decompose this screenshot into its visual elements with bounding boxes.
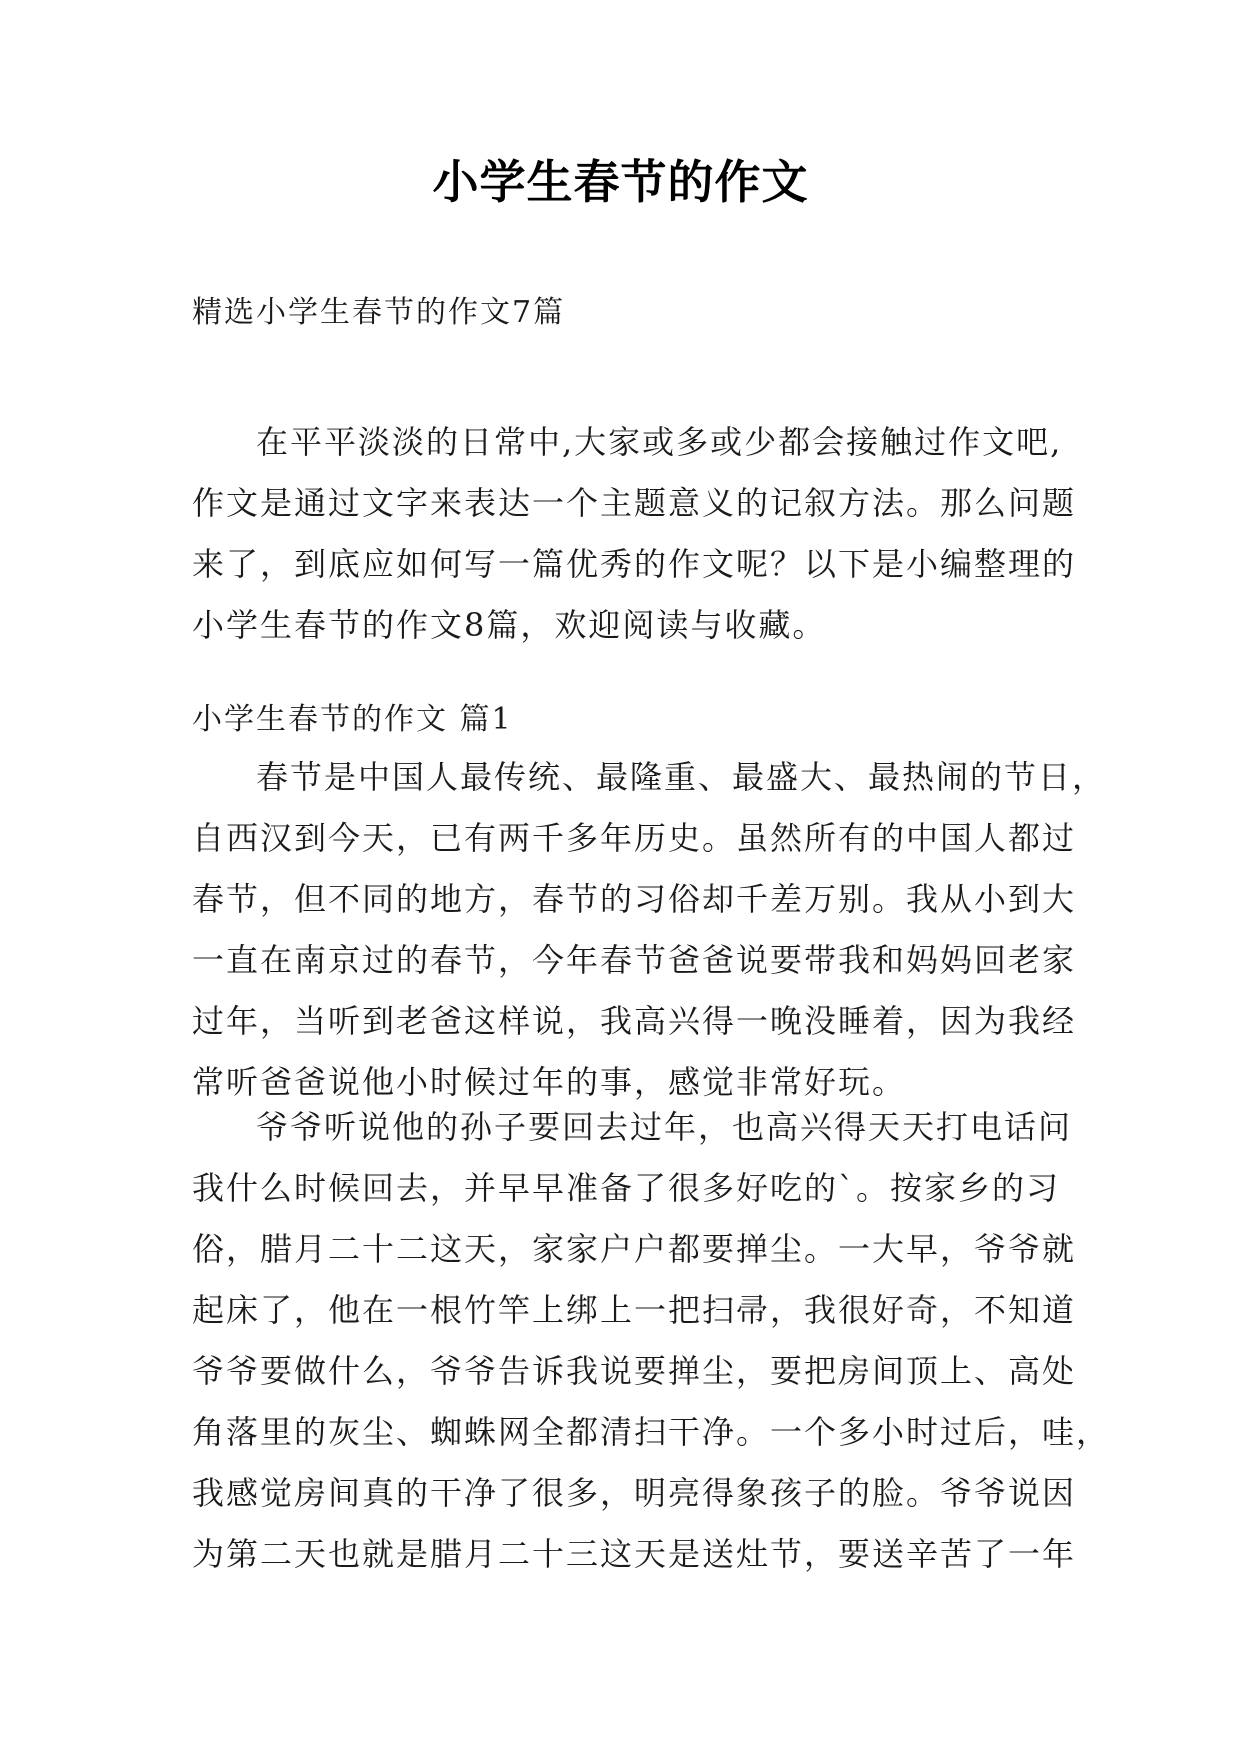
paragraph-line: 我什么时候回去，并早早准备了很多好吃的`。按家乡的习 xyxy=(192,1169,1061,1207)
essay-paragraph-1 xyxy=(192,747,1107,1113)
essay-paragraph-2 xyxy=(192,1097,1111,1585)
paragraph-line: 自西汉到今天，已有两千多年历史。虽然所有的中国人都过 xyxy=(192,819,1077,857)
section-heading: 小学生春节的作文 篇1 xyxy=(192,702,513,737)
paragraph-line: 春节，但不同的地方，春节的习俗却千差万别。我从小到大 xyxy=(192,880,1077,918)
paragraph-line: 爷爷要做什么，爷爷告诉我说要掸尘，要把房间顶上、高处 xyxy=(192,1352,1077,1390)
document-subtitle: 精选小学生春节的作文7篇 xyxy=(192,295,566,330)
intro-line: 来了，到底应如何写一篇优秀的作文呢？以下是小编整理的 xyxy=(192,545,1077,583)
intro-paragraph xyxy=(192,412,1077,656)
paragraph-line: 春节是中国人最传统、最隆重、最盛大、最热闹的节日， xyxy=(256,758,1107,796)
paragraph-line: 我感觉房间真的干净了很多，明亮得象孩子的脸。爷爷说因 xyxy=(192,1474,1077,1512)
document-title: 小学生春节的作文 xyxy=(432,155,809,209)
intro-line: 小学生春节的作文8篇，欢迎阅读与收藏。 xyxy=(192,606,827,644)
paragraph-line: 爷爷听说他的孙子要回去过年，也高兴得天天打电话问 xyxy=(256,1108,1073,1146)
paragraph-line: 起床了，他在一根竹竿上绑上一把扫帚，我很好奇，不知道 xyxy=(192,1291,1077,1329)
paragraph-line: 俗，腊月二十二这天，家家户户都要掸尘。一大早，爷爷就 xyxy=(192,1230,1077,1268)
intro-line: 作文是通过文字来表达一个主题意义的记叙方法。那么问题 xyxy=(192,484,1077,522)
paragraph-line: 一直在南京过的春节，今年春节爸爸说要带我和妈妈回老家 xyxy=(192,941,1077,979)
paragraph-line: 常听爸爸说他小时候过年的事，感觉非常好玩。 xyxy=(192,1063,907,1101)
paragraph-line: 过年，当听到老爸这样说，我高兴得一晚没睡着，因为我经 xyxy=(192,1002,1077,1040)
intro-line: 在平平淡淡的日常中,大家或多或少都会接触过作文吧, xyxy=(256,423,1063,461)
paragraph-line: 为第二天也就是腊月二十三这天是送灶节，要送辛苦了一年 xyxy=(192,1535,1077,1573)
paragraph-line: 角落里的灰尘、蜘蛛网全都清扫干净。一个多小时过后，哇， xyxy=(192,1413,1111,1451)
